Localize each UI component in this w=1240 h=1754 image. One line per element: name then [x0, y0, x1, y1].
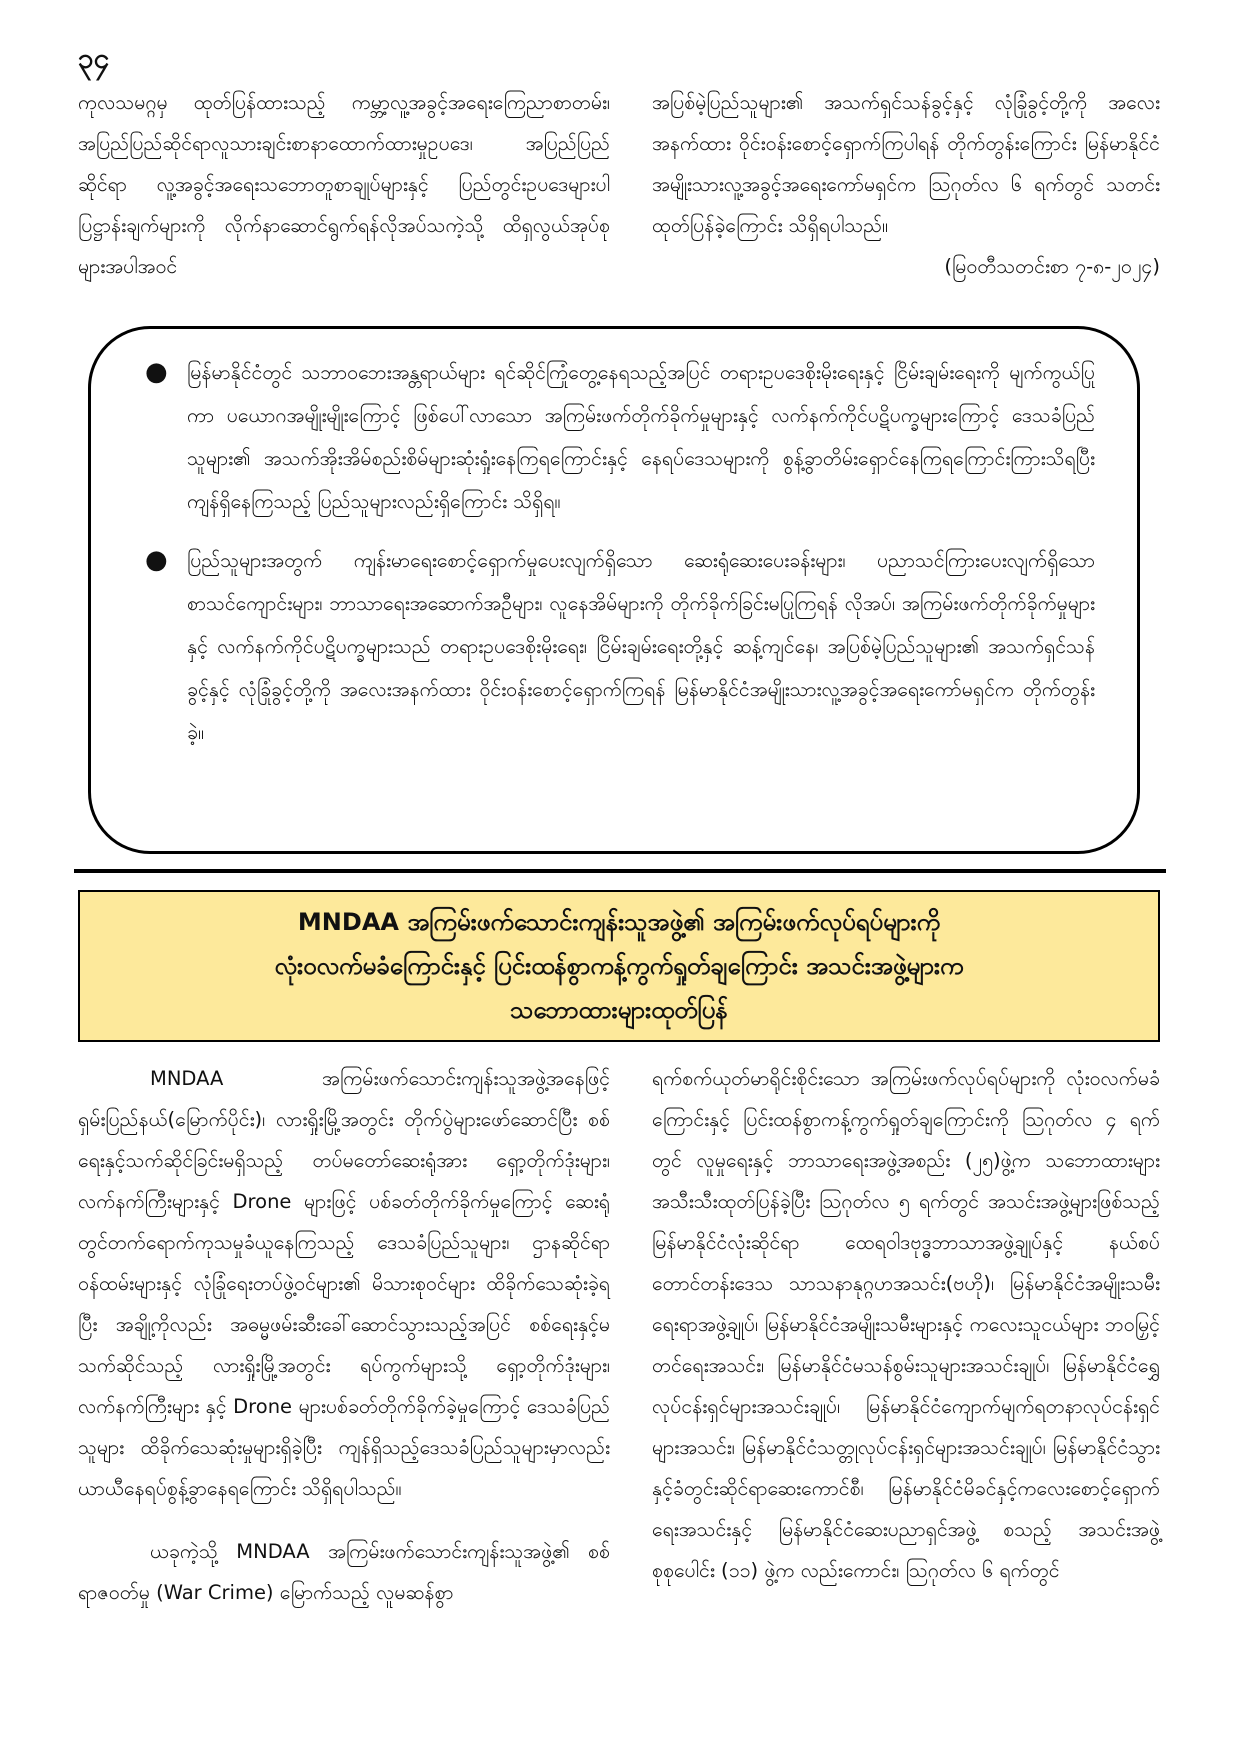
source-citation: (မြဝတီသတင်းစာ ၇-၈-၂၀၂၄)	[944, 255, 1160, 278]
page-number: ၃၄	[78, 42, 110, 75]
article-headline-box	[78, 890, 1160, 1042]
summary-item	[147, 351, 1095, 523]
top-left-column	[78, 82, 610, 287]
bullet-icon: ●	[145, 357, 168, 387]
summary-list	[147, 351, 1095, 754]
top-right-column	[652, 82, 1160, 287]
article-paragraph: MNDAA အကြမ်းဖက်သောင်းကျန်းသူအဖွဲ့အနေဖြင့် ရှမ်းပြည်နယ်(မြောက်ပိုင်း)၊ လားရှိုးမြို့အတွင်း တိုက်ပွဲများဖော်ဆောင်ပြီး စစ်ရေးနှင့်သက်ဆိုင်ခြင်းမရှိသည့် တပ်မတော်ဆေးရုံအား ရှော့တိုက်ဒုံးများ၊ လက်နက်ကြီးများနှင့် Drone များဖြင့် ပစ်ခတ်တိုက်ခိုက်မှုကြောင့် ဆေးရုံတွင်တက်ရောက်ကုသမှုခံယူနေကြသည့် ဒေသခံပြည်သူများ၊ ဌာနဆိုင်ရာဝန်ထမ်းများနှင့် လုံခြုံရေးတပ်ဖွဲ့ဝင်များ၏ မိသားစုဝင်များ ထိခိုက်သေဆုံးခဲ့ရပြီး အချို့ကိုလည်း အဓမ္မဖမ်းဆီးခေါ်ဆောင်သွားသည့်အပြင် စစ်ရေးနှင့်မသက်ဆိုင်သည့် လားရှိုးမြို့အတွင်း ရပ်ကွက်များသို့ ရှော့တိုက်ဒုံးများ၊ လက်နက်ကြီးများ နှင့် Drone များပစ်ခတ်တိုက်ခိုက်ခဲ့မှုကြောင့် ဒေသခံပြည်သူများ ထိခိုက်သေဆုံးမှုများရှိခဲ့ပြီး ကျန်ရှိသည့်ဒေသခံပြည်သူများမှာလည်း ယာယီနေရပ်စွန့်ခွာနေရကြောင်း သိရှိရပါသည်။	[78, 1067, 610, 1500]
top-right-paragraph: အပြစ်မဲ့ပြည်သူများ၏ အသက်ရှင်သန်ခွင့်နှင့် လုံခြုံခွင့်တို့ကို အလေးအနက်ထား ဝိုင်းဝန်းစောင့်ရှောက်ကြပါရန် တိုက်တွန်းကြောင်း မြန်မာနိုင်ငံအမျိုးသားလူ့အခွင့်အရေးကော်မရှင်က ဩဂုတ်လ ၆ ရက်တွင် သတင်းထုတ်ပြန်ခဲ့ကြောင်း သိရှိရပါသည်။	[652, 91, 1160, 237]
headline-line-1: MNDAA အကြမ်းဖက်သောင်းကျန်းသူအဖွဲ့၏ အကြမ်းဖက်လုပ်ရပ်များကို	[297, 908, 941, 936]
summary-item-text: ပြည်သူများအတွက် ကျန်းမာရေးစောင့်ရှောက်မှုပေးလျက်ရှိသော ဆေးရုံဆေးပေးခန်းများ၊ ပညာသင်ကြားပေးလျက်ရှိသော စာသင်ကျောင်းများ၊ ဘာသာရေးအဆောက်အဦများ၊ လူနေအိမ်များကို တိုက်ခိုက်ခြင်းမပြုကြရန် လိုအပ်၊ အကြမ်းဖက်တိုက်ခိုက်မှုများနှင့် လက်နက်ကိုင်ပဋိပက္ခများသည် တရားဥပဒေစိုးမိုးရေး၊ ငြိမ်းချမ်းရေးတို့နှင့် ဆန့်ကျင်နေ၊ အပြစ်မဲ့ပြည်သူများ၏ အသက်ရှင်သန်ခွင့်နှင့် လုံခြုံခွင့်တို့ကို အလေးအနက်ထား ဝိုင်းဝန်းစောင့်ရှောက်ကြရန် မြန်မာနိုင်ငံအမျိုးသားလူ့အခွင့်အရေးကော်မရှင်က တိုက်တွန်းခဲ့။	[187, 549, 1095, 744]
headline-line-2: လုံးဝလက်မခံကြောင်းနှင့် ပြင်းထန်စွာကန့်ကွက်ရှုတ်ချကြောင်း အသင်းအဖွဲ့များက	[274, 952, 964, 980]
bottom-left-column	[78, 1058, 610, 1613]
summary-box	[88, 326, 1140, 854]
summary-item	[147, 539, 1095, 754]
headline-line-3: သဘောထားများထုတ်ပြန်	[510, 996, 728, 1024]
article-headline	[274, 900, 963, 1032]
bottom-right-column	[652, 1058, 1160, 1591]
summary-item-text: မြန်မာနိုင်ငံတွင် သဘာဝဘေးအန္တရာယ်များ ရင်ဆိုင်ကြုံတွေ့နေရသည့်အပြင် တရားဥပဒေစိုးမိုးရေးနှင့် ငြိမ်းချမ်းရေးကို မျက်ကွယ်ပြုကာ ပယောဂအမျိုးမျိုးကြောင့် ဖြစ်ပေါ်လာသော အကြမ်းဖက်တိုက်ခိုက်မှုများနှင့် လက်နက်ကိုင်ပဋိပက္ခများကြောင့် ဒေသခံပြည်သူများ၏ အသက်အိုးအိမ်စည်းစိမ်များဆုံးရှုံးနေကြရကြောင်းနှင့် နေရပ်ဒေသများကို စွန့်ခွာတိမ်းရှောင်နေကြရကြောင်းကြားသိရပြီး ကျန်ရှိနေကြသည့် ပြည်သူများလည်းရှိကြောင်း သိရှိရ။	[187, 361, 1095, 513]
article-paragraph: ရက်စက်ယုတ်မာရိုင်းစိုင်းသော အကြမ်းဖက်လုပ်ရပ်များကို လုံးဝလက်မခံကြောင်းနှင့် ပြင်းထန်စွာကန့်ကွက်ရှုတ်ချကြောင်းကို ဩဂုတ်လ ၄ ရက်တွင် လူမှုရေးနှင့် ဘာသာရေးအဖွဲ့အစည်း (၂၅)ဖွဲ့က သဘောထားများ အသီးသီးထုတ်ပြန်ခဲ့ပြီး ဩဂုတ်လ ၅ ရက်တွင် အသင်းအဖွဲ့များဖြစ်သည့် မြန်မာနိုင်ငံလုံးဆိုင်ရာ ထေရဝါဒဗုဒ္ဓဘာသာအဖွဲ့ချုပ်နှင့် နယ်စပ်တောင်တန်းဒေသ သာသနာနုဂ္ဂဟအသင်း(ဗဟို)၊ မြန်မာနိုင်ငံအမျိုးသမီးရေးရာအဖွဲ့ချုပ်၊ မြန်မာနိုင်ငံအမျိုးသမီးများနှင့် ကလေးသူငယ်များ ဘဝမြှင့်တင်ရေးအသင်း၊ မြန်မာနိုင်ငံမသန်စွမ်းသူများအသင်းချုပ်၊ မြန်မာနိုင်ငံရွှေလုပ်ငန်းရှင်များအသင်းချုပ်၊ မြန်မာနိုင်ငံကျောက်မျက်ရတနာလုပ်ငန်းရှင်များအသင်း၊ မြန်မာနိုင်ငံသတ္တုလုပ်ငန်းရှင်များအသင်းချုပ်၊ မြန်မာနိုင်ငံသွားနှင့်ခံတွင်းဆိုင်ရာဆေးကောင်စီ၊ မြန်မာနိုင်ငံမိခင်နှင့်ကလေးစောင့်ရှောက်ရေးအသင်းနှင့် မြန်မာနိုင်ငံဆေးပညာရှင်အဖွဲ့ စသည့် အသင်းအဖွဲ့ စုစုပေါင်း (၁၁) ဖွဲ့က လည်းကောင်း၊ ဩဂုတ်လ ၆ ရက်တွင်	[652, 1067, 1160, 1582]
article-paragraph: ယခုကဲ့သို့ MNDAA အကြမ်းဖက်သောင်းကျန်းသူအဖွဲ့၏ စစ်ရာဇဝတ်မှု (War Crime) မြောက်သည့် လူမဆန်စွာ	[78, 1540, 610, 1604]
bullet-icon: ●	[145, 545, 168, 575]
top-left-paragraph: ကုလသမဂ္ဂမှ ထုတ်ပြန်ထားသည့် ကမ္ဘာ့လူ့အခွင့်အရေးကြေညာစာတမ်း၊ အပြည်ပြည်ဆိုင်ရာလူသားချင်းစာနာထောက်ထားမှုဥပဒေ၊ အပြည်ပြည်ဆိုင်ရာ လူ့အခွင့်အရေးသဘောတူစာချုပ်များနှင့် ပြည်တွင်းဥပဒေများပါ ပြဋ္ဌာန်းချက်များကို လိုက်နာဆောင်ရွက်ရန်လိုအပ်သကဲ့သို့ ထိရှလွယ်အုပ်စုများအပါအဝင်	[78, 91, 610, 278]
section-divider	[74, 869, 1166, 873]
